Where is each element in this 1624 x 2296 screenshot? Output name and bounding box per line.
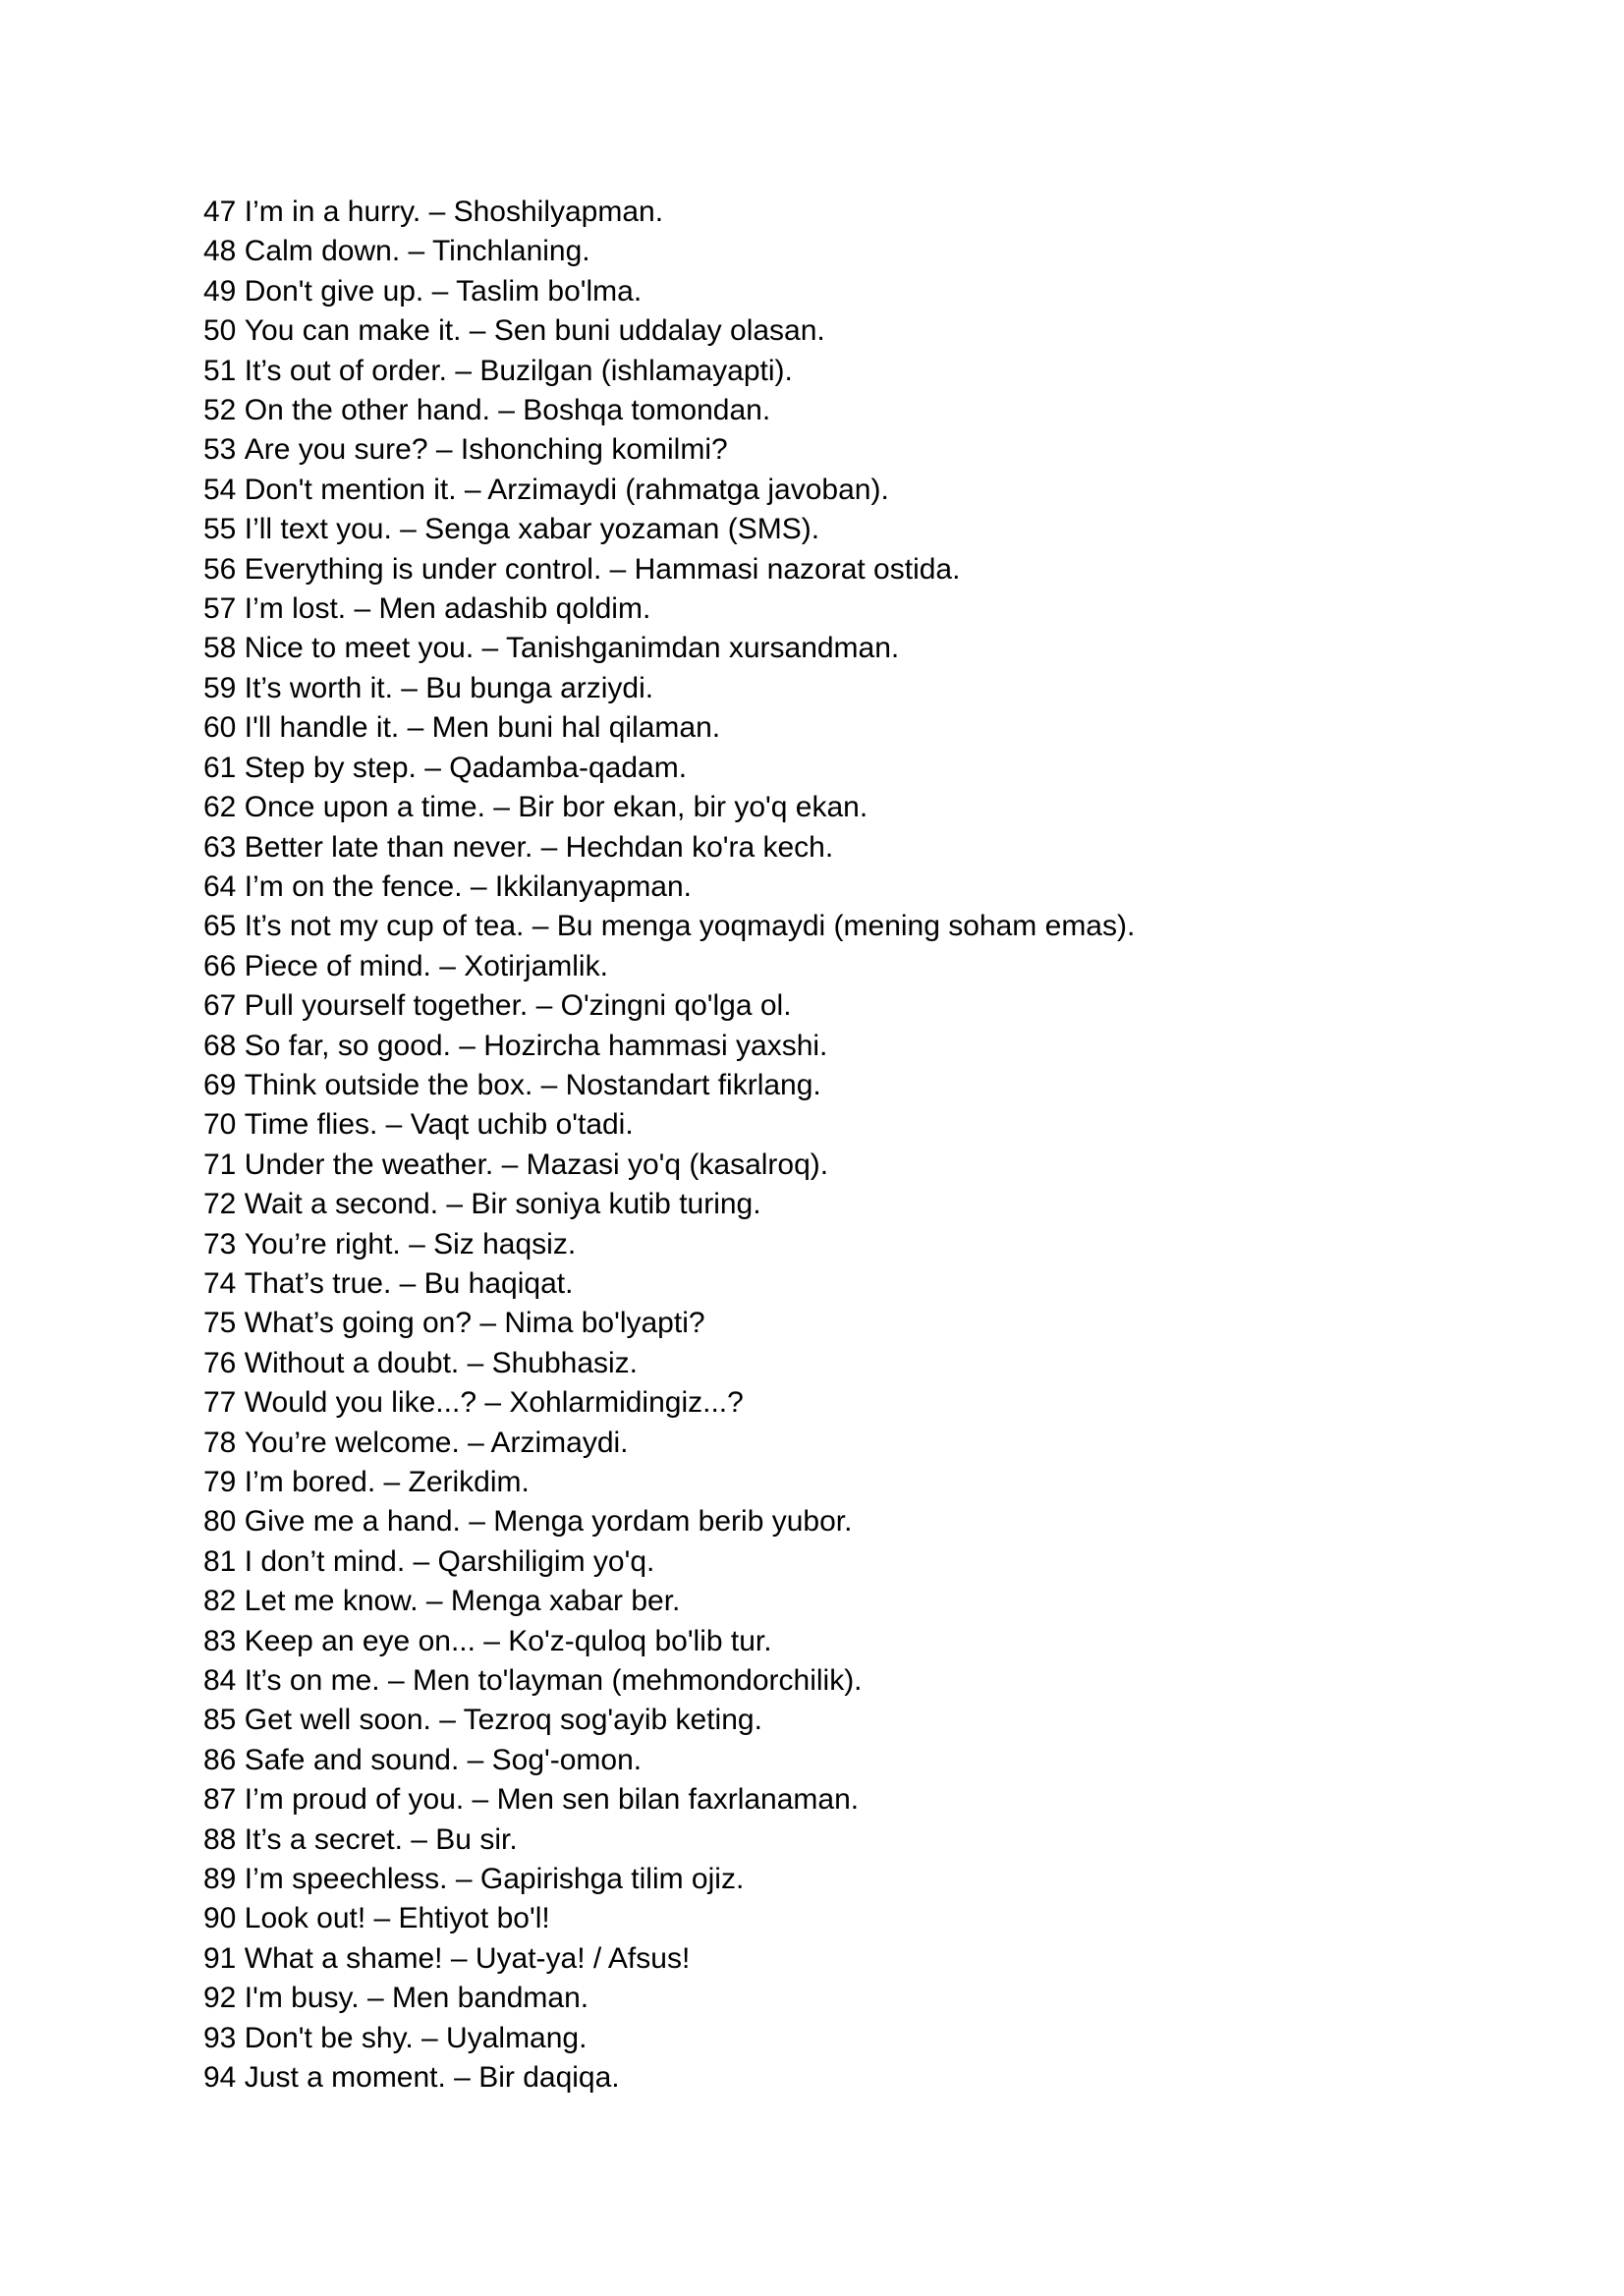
phrase-line xyxy=(203,550,1585,589)
phrase-line xyxy=(203,391,1585,430)
line-number: 59 xyxy=(203,671,237,704)
line-text: Give me a hand. – Menga yordam berib yubor. xyxy=(244,1505,853,1539)
line-number: 82 xyxy=(203,1585,237,1618)
line-number: 89 xyxy=(203,1863,237,1896)
phrase-line xyxy=(203,1979,1585,2018)
line-text: I’m in a hurry. – Shoshilyapman. xyxy=(244,196,664,228)
line-text: I’m lost. – Men adashib qoldim. xyxy=(244,592,651,626)
line-text: What’s going on? – Nima bo'lyapti? xyxy=(244,1307,705,1340)
line-number: 69 xyxy=(203,1068,237,1101)
line-number: 90 xyxy=(203,1902,237,1935)
phrase-line xyxy=(203,788,1585,827)
line-text: Just a moment. – Bir daqiqa. xyxy=(244,2061,620,2095)
line-text: Calm down. – Tinchlaning. xyxy=(244,235,590,268)
line-number: 49 xyxy=(203,274,237,308)
line-number: 79 xyxy=(203,1466,237,1498)
line-text: Would you like...? – Xohlarmidingiz...? xyxy=(244,1386,744,1420)
line-text: Are you sure? – Ishonching komilmi? xyxy=(244,433,728,467)
phrase-line xyxy=(203,1225,1585,1264)
line-number: 57 xyxy=(203,592,237,626)
phrase-line xyxy=(203,1502,1585,1541)
line-text: Pull yourself together. – O'zingni qo'lga ol. xyxy=(244,989,792,1023)
line-text: Piece of mind. – Xotirjamlik. xyxy=(244,949,608,982)
line-text: Don't mention it. – Arzimaydi (rahmatga javoban). xyxy=(244,473,889,506)
line-text: Without a doubt. – Shubhasiz. xyxy=(244,1346,639,1379)
line-text: Everything is under control. – Hammasi nazorat ostida. xyxy=(244,552,961,586)
phrase-line xyxy=(203,669,1585,708)
line-text: Look out! – Ehtiyot bo'l! xyxy=(244,1902,550,1935)
phrase-line xyxy=(203,352,1585,391)
line-text: What a shame! – Uyat-ya! / Afsus! xyxy=(244,1941,691,1975)
line-text: Keep an eye on... – Ko'z-quloq bo'lib tur. xyxy=(244,1624,772,1657)
line-text: Let me know. – Menga xabar ber. xyxy=(244,1585,681,1618)
line-number: 60 xyxy=(203,711,237,745)
phrase-line xyxy=(203,986,1585,1026)
phrase-line xyxy=(203,2058,1585,2098)
line-number: 91 xyxy=(203,1941,237,1975)
line-number: 76 xyxy=(203,1346,237,1379)
line-text: I’m proud of you. – Men sen bilan faxrlanaman. xyxy=(244,1783,860,1817)
line-number: 48 xyxy=(203,235,237,268)
line-text: It’s a secret. – Bu sir. xyxy=(244,1822,518,1856)
line-text: I'm busy. – Men bandman. xyxy=(244,1982,589,2015)
phrase-line xyxy=(203,1661,1585,1701)
line-text: You’re right. – Siz haqsiz. xyxy=(244,1227,577,1260)
line-text: It’s not my cup of tea. – Bu menga yoqmaydi (mening soham emas). xyxy=(244,910,1136,943)
line-number: 71 xyxy=(203,1148,237,1181)
line-number: 74 xyxy=(203,1266,237,1300)
phrase-line xyxy=(203,589,1585,629)
line-text: Once upon a time. – Bir bor ekan, bir yo'q ekan. xyxy=(244,791,868,824)
line-number: 70 xyxy=(203,1108,237,1142)
phrase-line xyxy=(203,1899,1585,1938)
phrase-line xyxy=(203,1463,1585,1502)
line-number: 81 xyxy=(203,1544,237,1578)
line-text: Get well soon. – Tezroq sog'ayib keting. xyxy=(244,1704,762,1737)
phrase-line xyxy=(203,471,1585,510)
line-number: 77 xyxy=(203,1386,237,1420)
line-text: Don't be shy. – Uyalmang. xyxy=(244,2021,588,2054)
phrase-line xyxy=(203,947,1585,986)
phrase-line xyxy=(203,708,1585,748)
phrase-line xyxy=(203,1185,1585,1224)
line-number: 53 xyxy=(203,433,237,467)
line-number: 50 xyxy=(203,314,237,348)
line-number: 65 xyxy=(203,910,237,943)
line-number: 64 xyxy=(203,869,237,903)
line-number: 88 xyxy=(203,1822,237,1856)
line-number: 61 xyxy=(203,751,237,784)
line-number: 63 xyxy=(203,830,237,864)
phrase-line xyxy=(203,2019,1585,2058)
phrase-line xyxy=(203,1741,1585,1780)
line-text: That’s true. – Bu haqiqat. xyxy=(244,1266,574,1300)
line-number: 56 xyxy=(203,552,237,586)
line-number: 93 xyxy=(203,2021,237,2054)
line-text: I’m on the fence. – Ikkilanyapman. xyxy=(244,869,693,903)
line-text: You’re welcome. – Arzimaydi. xyxy=(244,1426,629,1459)
line-number: 75 xyxy=(203,1307,237,1340)
line-number: 80 xyxy=(203,1505,237,1539)
line-text: Better late than never. – Hechdan ko'ra kech. xyxy=(244,830,834,864)
line-number: 66 xyxy=(203,949,237,982)
phrase-line xyxy=(203,193,1585,232)
phrase-line xyxy=(203,1066,1585,1105)
line-text: It’s on me. – Men to'layman (mehmondorchilik). xyxy=(244,1664,863,1698)
line-number: 55 xyxy=(203,513,237,546)
line-text: Wait a second. – Bir soniya kutib turing. xyxy=(244,1188,761,1221)
phrase-line xyxy=(203,907,1585,946)
phrase-line xyxy=(203,1105,1585,1145)
line-number: 54 xyxy=(203,473,237,506)
line-number: 78 xyxy=(203,1426,237,1459)
line-number: 73 xyxy=(203,1227,237,1260)
line-number: 47 xyxy=(203,196,237,228)
phrase-line xyxy=(203,1622,1585,1661)
line-number: 52 xyxy=(203,394,237,427)
phrase-line xyxy=(203,1146,1585,1185)
line-text: Step by step. – Qadamba-qadam. xyxy=(244,751,688,784)
phrase-line xyxy=(203,272,1585,311)
phrase-line xyxy=(203,1582,1585,1621)
line-text: I’m bored. – Zerikdim. xyxy=(244,1466,530,1498)
line-number: 85 xyxy=(203,1704,237,1737)
line-text: So far, so good. – Hozircha hammasi yaxshi. xyxy=(244,1029,828,1062)
line-text: I’ll text you. – Senga xabar yozaman (SMS). xyxy=(244,513,820,546)
phrase-line xyxy=(203,1860,1585,1899)
phrase-line xyxy=(203,1027,1585,1066)
line-text: Safe and sound. – Sog'-omon. xyxy=(244,1743,643,1776)
line-number: 94 xyxy=(203,2061,237,2095)
phrase-line xyxy=(203,1264,1585,1304)
line-text: Think outside the box. – Nostandart fikrlang. xyxy=(244,1068,821,1101)
line-text: Under the weather. – Mazasi yo'q (kasalroq). xyxy=(244,1148,829,1181)
line-text: It’s worth it. – Bu bunga arziydi. xyxy=(244,671,654,704)
phrase-line xyxy=(203,629,1585,668)
phrase-line xyxy=(203,1344,1585,1383)
phrase-line xyxy=(203,311,1585,351)
line-number: 84 xyxy=(203,1664,237,1698)
line-text: Don't give up. – Taslim bo'lma. xyxy=(244,274,643,308)
phrase-line xyxy=(203,1820,1585,1860)
phrase-line xyxy=(203,1780,1585,1820)
phrase-line xyxy=(203,749,1585,788)
phrase-line xyxy=(203,868,1585,907)
line-text: I’m speechless. – Gapirishga tilim ojiz. xyxy=(244,1863,745,1896)
line-number: 86 xyxy=(203,1743,237,1776)
phrase-line xyxy=(203,430,1585,470)
line-number: 58 xyxy=(203,632,237,665)
phrase-line xyxy=(203,828,1585,868)
phrase-line xyxy=(203,1383,1585,1423)
line-number: 62 xyxy=(203,791,237,824)
phrase-line xyxy=(203,1304,1585,1343)
line-text: Nice to meet you. – Tanishganimdan xursandman. xyxy=(244,632,900,665)
line-text: You can make it. – Sen buni uddalay olasan. xyxy=(244,314,825,348)
line-text: I'll handle it. – Men buni hal qilaman. xyxy=(244,711,721,745)
line-number: 87 xyxy=(203,1783,237,1817)
line-number: 51 xyxy=(203,354,237,387)
line-text: It’s out of order. – Buzilgan (ishlamayapti). xyxy=(244,354,793,387)
line-number: 92 xyxy=(203,1982,237,2015)
line-text: I don’t mind. – Qarshiligim yo'q. xyxy=(244,1544,655,1578)
phrase-line xyxy=(203,1939,1585,1979)
line-number: 68 xyxy=(203,1029,237,1062)
line-text: Time flies. – Vaqt uchib o'tadi. xyxy=(244,1108,634,1142)
line-number: 83 xyxy=(203,1624,237,1657)
phrase-line xyxy=(203,510,1585,549)
phrase-line xyxy=(203,1701,1585,1740)
phrase-line xyxy=(203,232,1585,271)
phrase-line xyxy=(203,1542,1585,1582)
line-number: 72 xyxy=(203,1188,237,1221)
phrase-list xyxy=(203,193,1585,2099)
line-number: 67 xyxy=(203,989,237,1023)
line-text: On the other hand. – Boshqa tomondan. xyxy=(244,394,771,427)
phrase-line xyxy=(203,1424,1585,1463)
